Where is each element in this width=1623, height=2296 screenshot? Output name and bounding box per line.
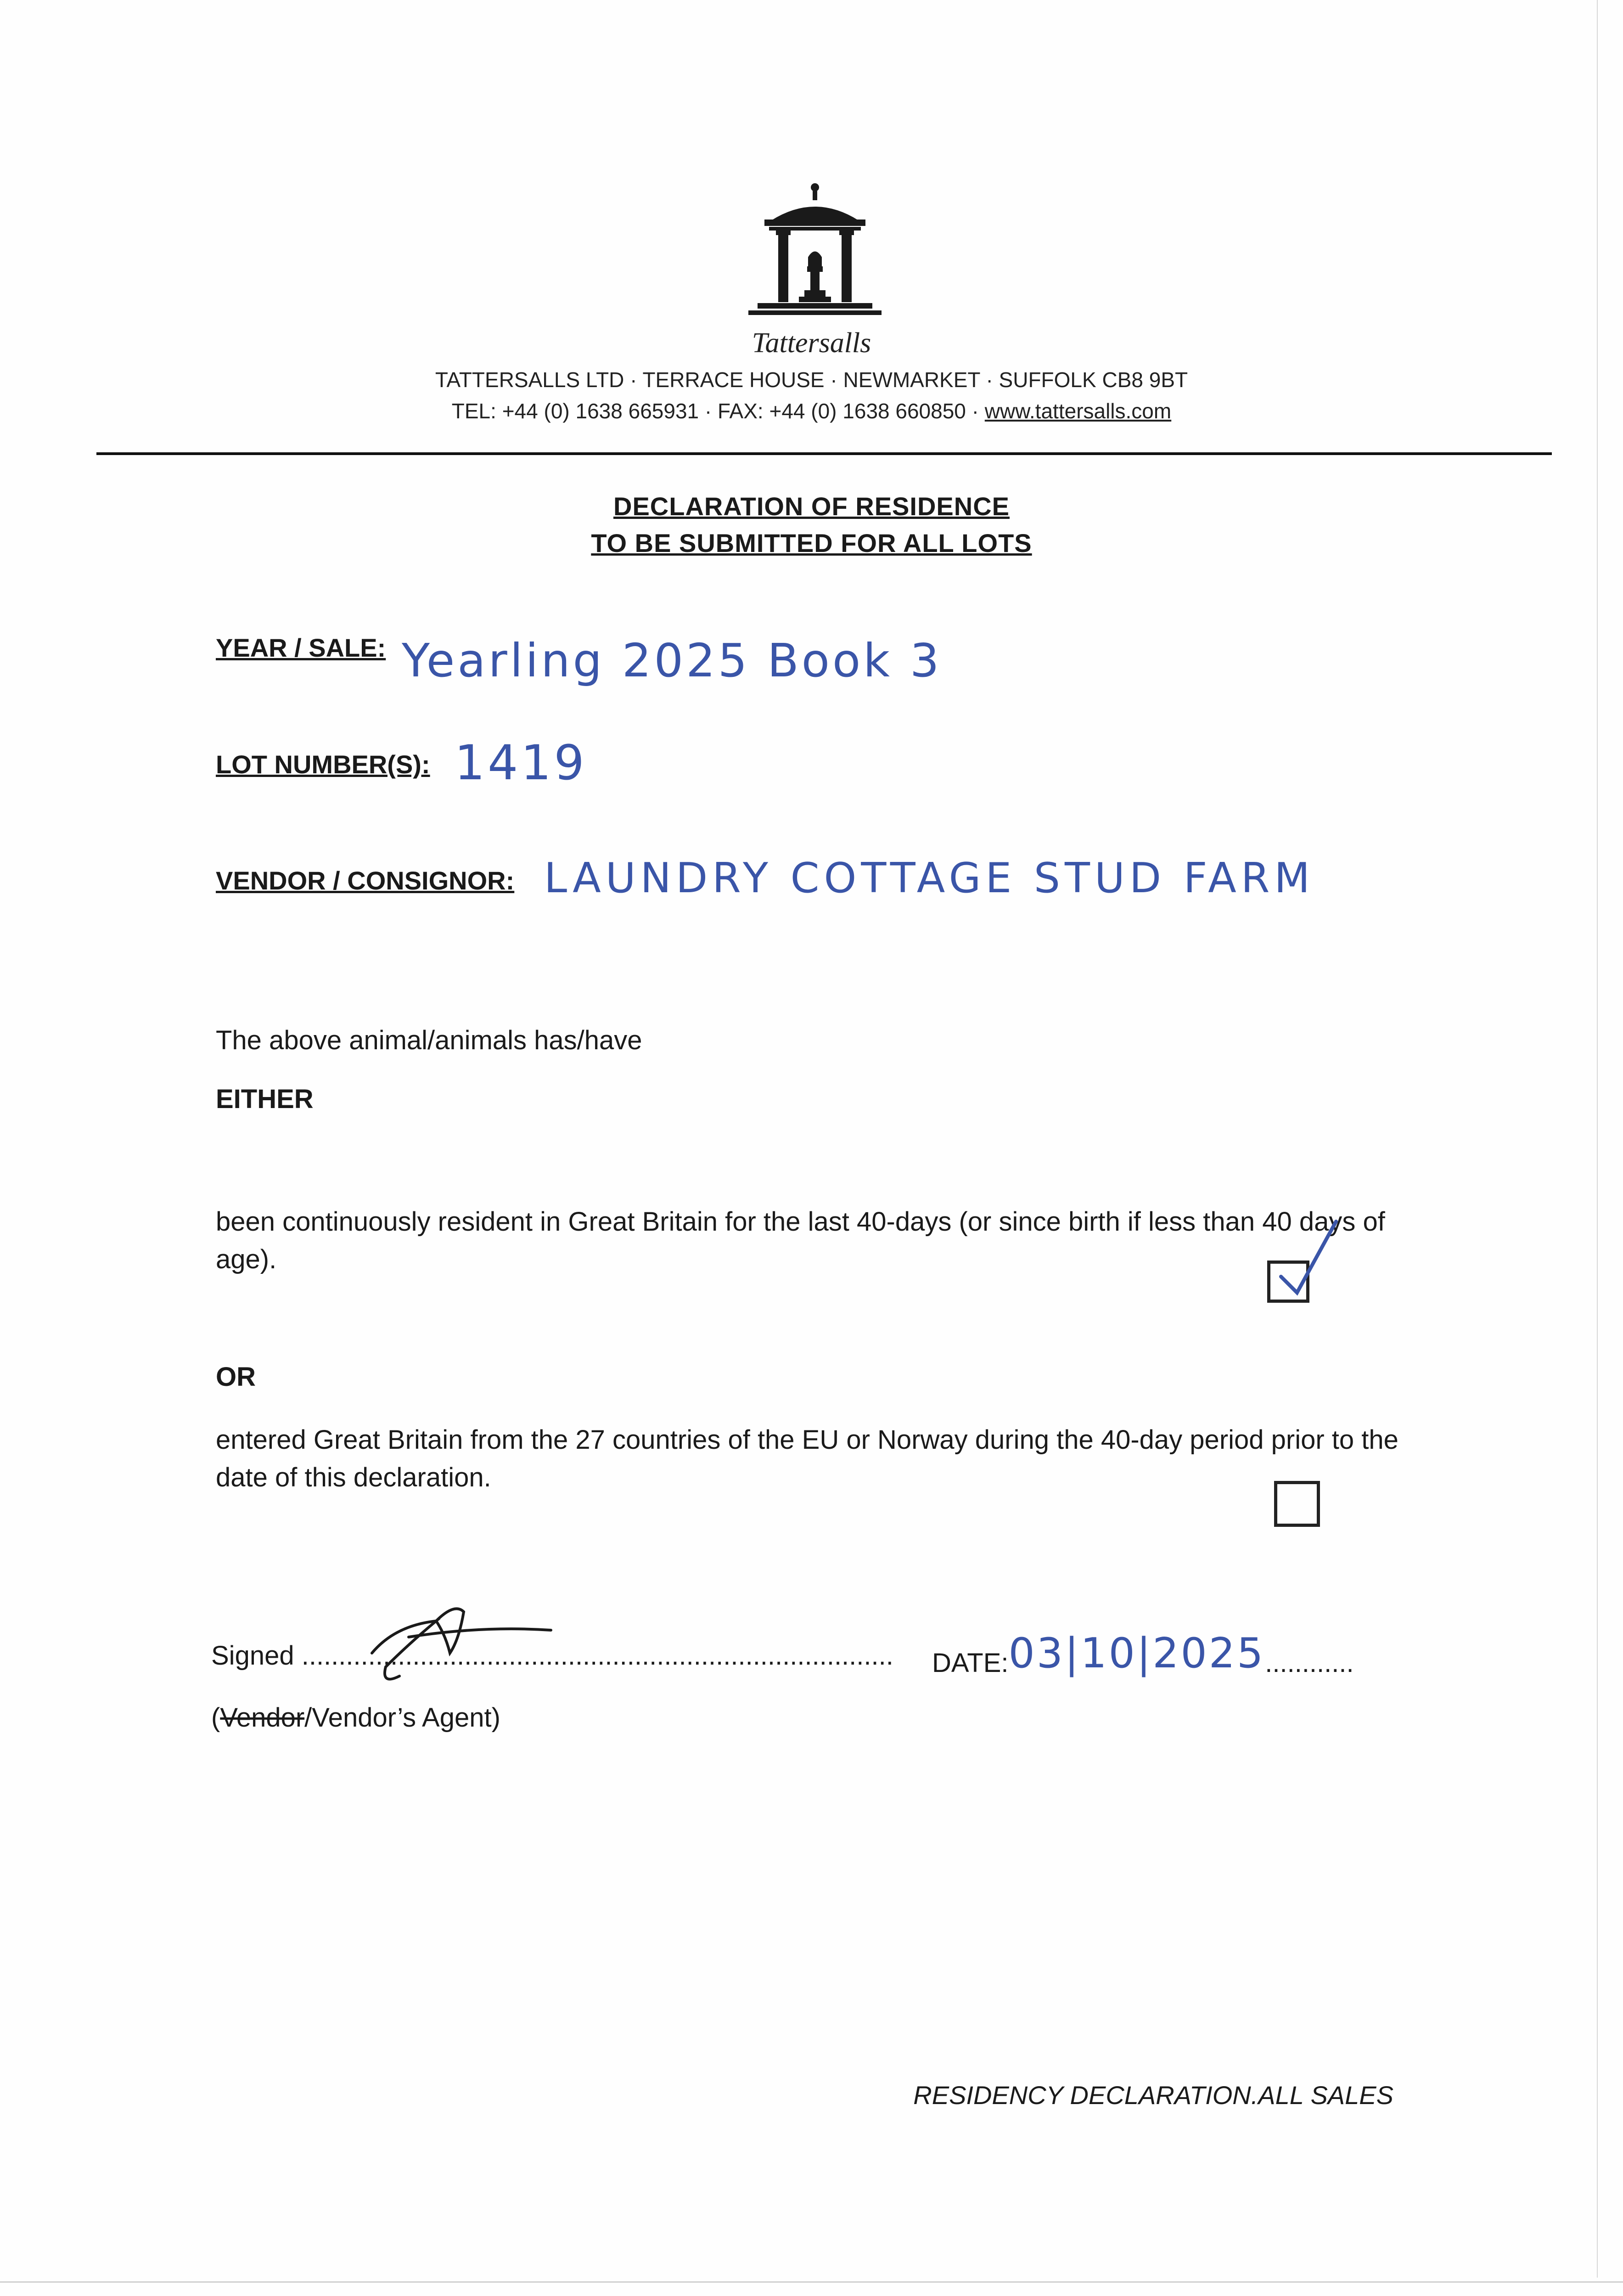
signed-label: Signed: [211, 1641, 302, 1671]
document-subtitle: TO BE SUBMITTED FOR ALL LOTS: [591, 529, 1032, 557]
checkmark-icon: [1272, 1212, 1345, 1304]
declaration-intro: The above animal/animals has/have: [216, 1025, 642, 1055]
brand-name: Tattersalls: [752, 327, 871, 359]
signature-dotted-line: ................................................................................: [301, 1641, 893, 1671]
lot-number-label: LOT NUMBER(S):: [216, 750, 430, 779]
date-label: DATE:: [932, 1648, 1009, 1678]
document-title: DECLARATION OF RESIDENCE: [613, 492, 1010, 521]
company-contact: [0, 399, 1623, 423]
vendor-consignor-value[interactable]: LAUNDRY COTTAGE STUD FARM: [544, 854, 1315, 902]
page-edge: [0, 2281, 1623, 2283]
option-2-text: entered Great Britain from the 27 countries of the EU or Norway during the 40-day period prior to the date of this declaration.: [216, 1425, 1398, 1492]
date-value[interactable]: 03|10|2025: [1008, 1629, 1265, 1677]
option-2-checkbox[interactable]: [1274, 1481, 1320, 1527]
lot-number-value[interactable]: 1419: [455, 735, 587, 791]
website-link[interactable]: www.tattersalls.com: [984, 399, 1172, 423]
option-1-text: been continuously resident in Great Britain for the last 40-days (or since birth if less than 40 days of age).: [216, 1207, 1385, 1274]
header-divider: [96, 452, 1552, 455]
date-dotted-line: ............: [1265, 1648, 1354, 1678]
date-line: [932, 1629, 1354, 1682]
form-reference: RESIDENCY DECLARATION.ALL SALES: [913, 2081, 1393, 2110]
year-sale-label: YEAR / SALE:: [216, 633, 386, 662]
signature-icon[interactable]: [367, 1593, 560, 1694]
or-heading: OR: [216, 1362, 256, 1392]
signer-role: (Vendor/Vendor’s Agent): [211, 1703, 500, 1733]
struck-vendor: Vendor: [220, 1703, 305, 1733]
contact-phone-fax: TEL: +44 (0) 1638 665931 · FAX: +44 (0) 1638 660850 ·: [451, 399, 985, 423]
either-heading: EITHER: [216, 1084, 314, 1114]
year-sale-value[interactable]: Yearling 2025 Book 3: [402, 634, 942, 687]
company-address: TATTERSALLS LTD · TERRACE HOUSE · NEWMARKET · SUFFOLK CB8 9BT: [435, 368, 1188, 392]
tattersalls-logo-icon: [744, 179, 886, 326]
vendor-consignor-label: VENDOR / CONSIGNOR:: [216, 866, 515, 895]
